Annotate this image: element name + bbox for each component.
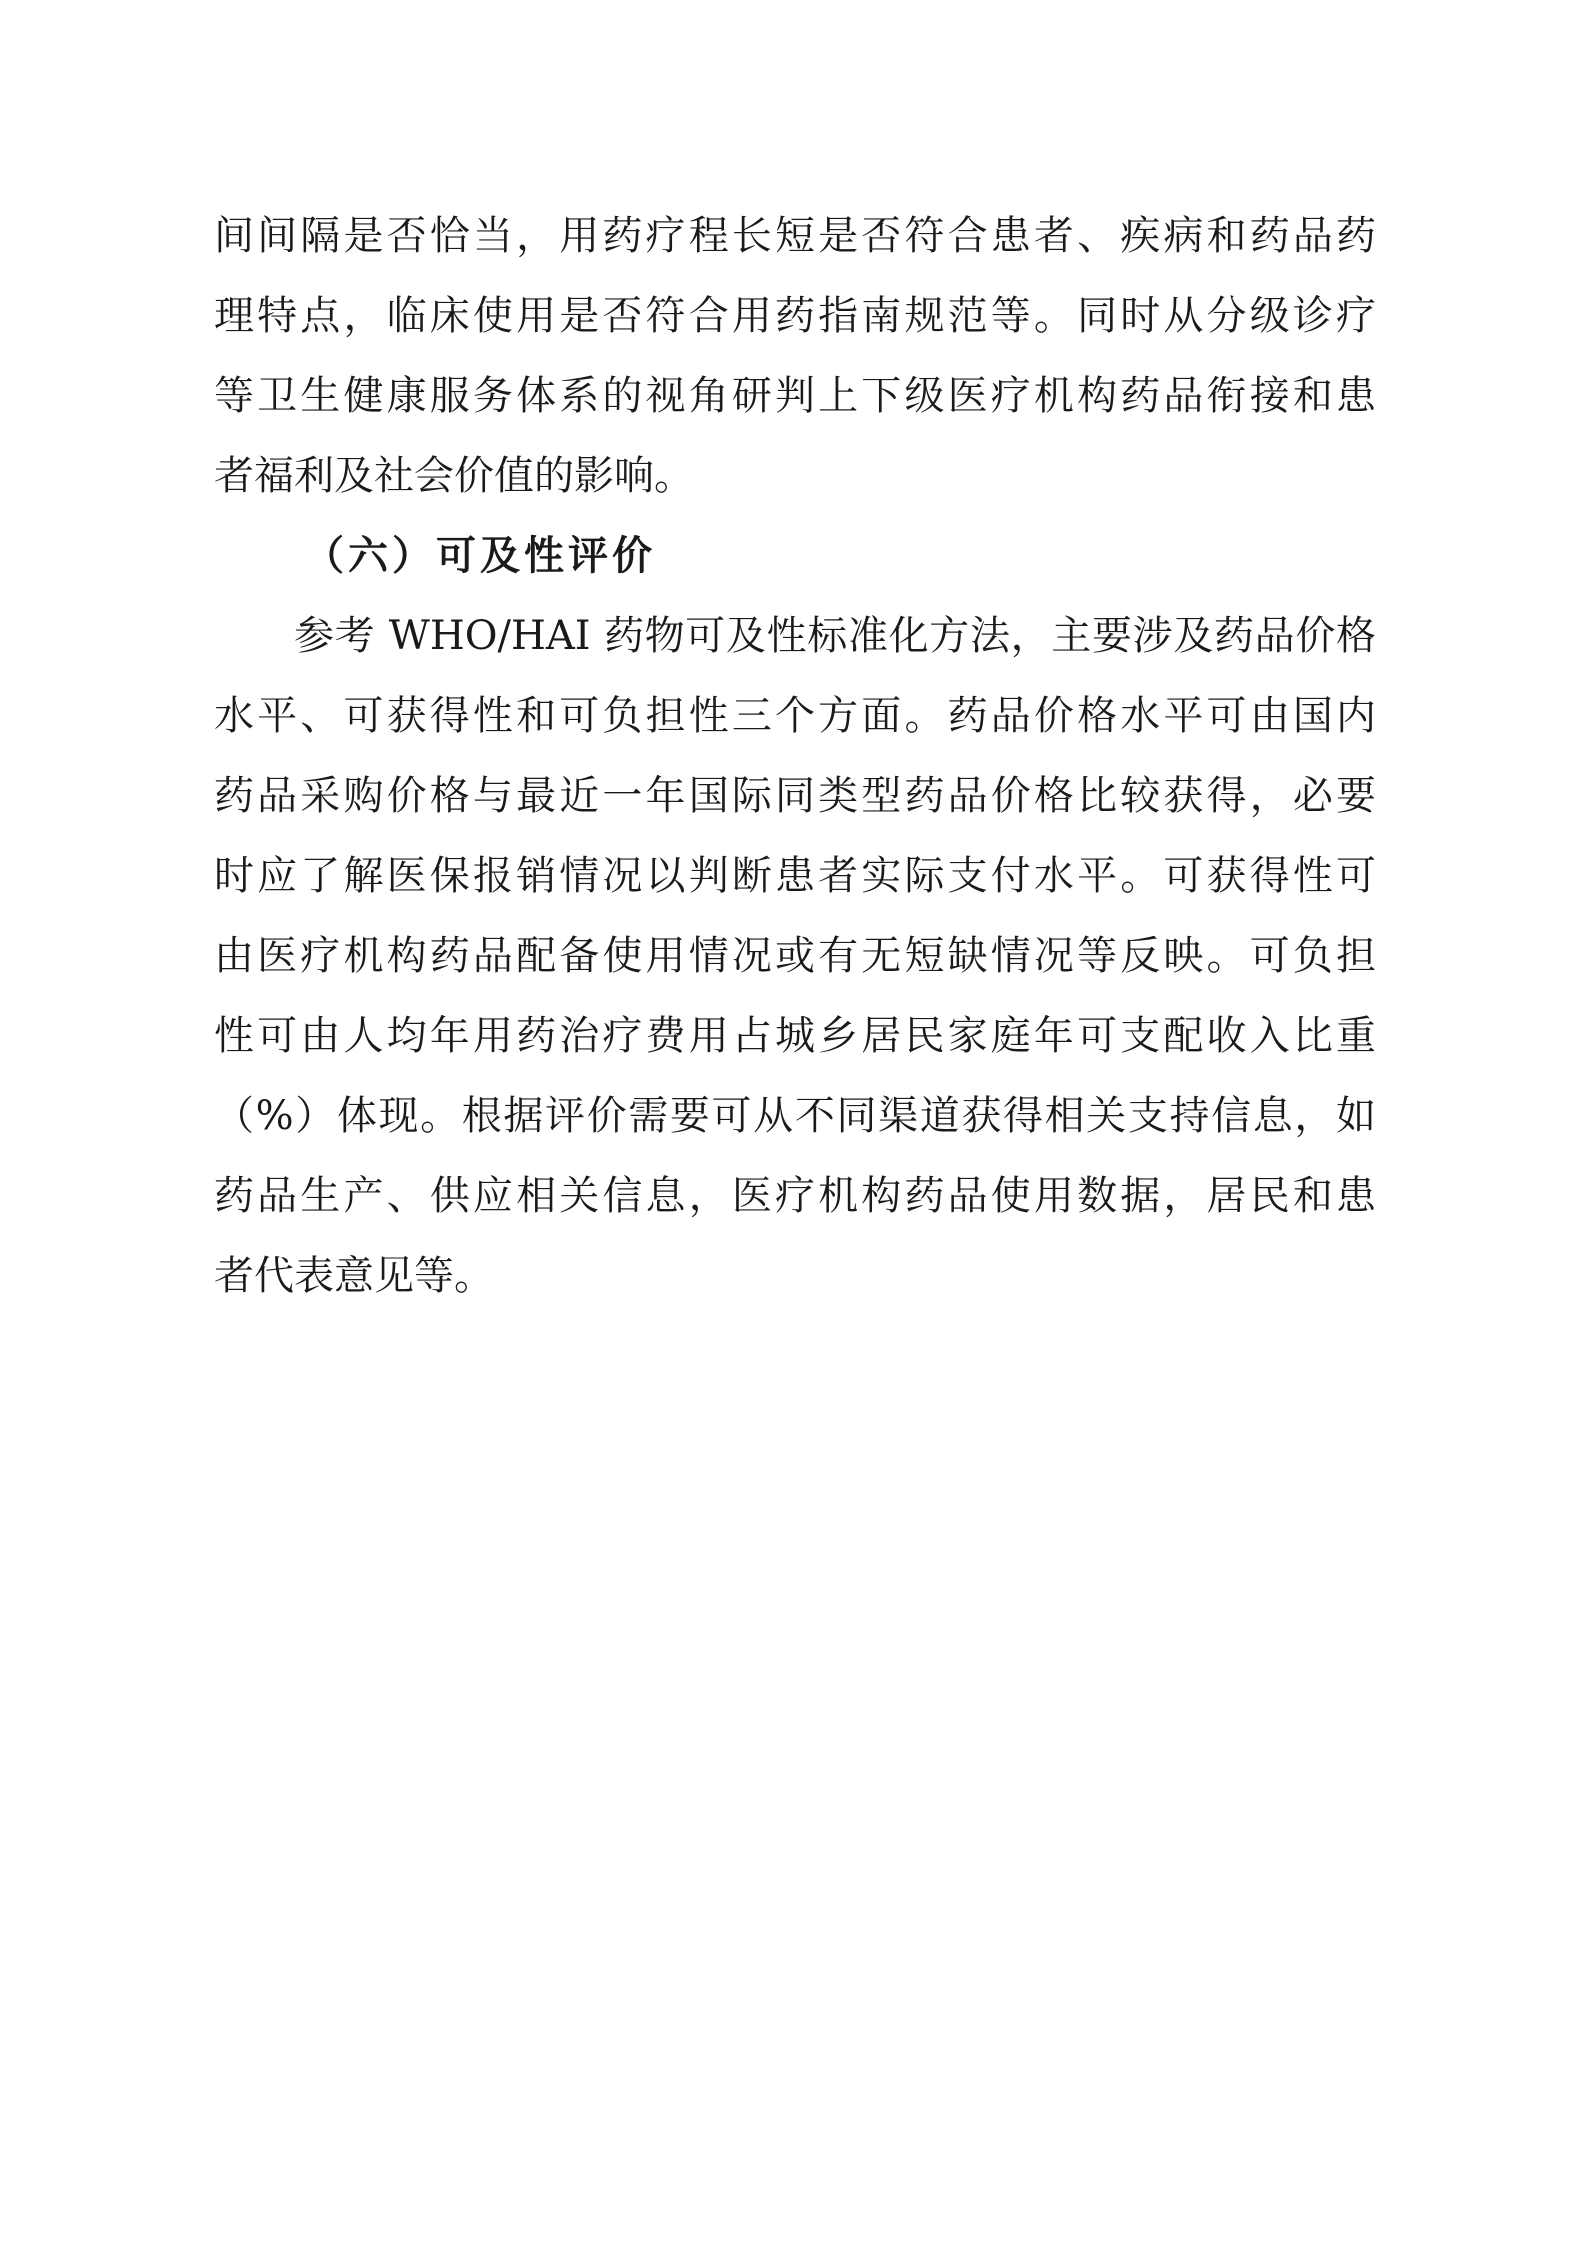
text-line: 间间隔是否恰当，用药疗程长短是否符合患者、疾病和药品药 xyxy=(214,213,1376,259)
text-line: 参考 WHO/HAI 药物可及性标准化方法，主要涉及药品价格 xyxy=(294,613,1376,659)
text-line: （%）体现。根据评价需要可从不同渠道获得相关支持信息，如 xyxy=(214,1093,1376,1139)
section-heading: （六）可及性评价 xyxy=(304,533,656,579)
text-line: 药品生产、供应相关信息，医疗机构药品使用数据，居民和患 xyxy=(214,1173,1376,1219)
text-line: 等卫生健康服务体系的视角研判上下级医疗机构药品衔接和患 xyxy=(214,373,1376,419)
text-line: 药品采购价格与最近一年国际同类型药品价格比较获得，必要 xyxy=(214,773,1376,819)
text-line: 水平、可获得性和可负担性三个方面。药品价格水平可由国内 xyxy=(214,693,1376,739)
text-line: 者福利及社会价值的影响。 xyxy=(214,453,694,499)
text-line: 理特点，临床使用是否符合用药指南规范等。同时从分级诊疗 xyxy=(214,293,1376,339)
text-line: 性可由人均年用药治疗费用占城乡居民家庭年可支配收入比重 xyxy=(214,1013,1376,1059)
paragraph-accessibility xyxy=(214,596,1376,1316)
text-line: 时应了解医保报销情况以判断患者实际支付水平。可获得性可 xyxy=(214,853,1376,899)
text-line: 由医疗机构药品配备使用情况或有无短缺情况等反映。可负担 xyxy=(214,933,1376,979)
text-line: 者代表意见等。 xyxy=(214,1253,494,1299)
paragraph-continuation xyxy=(214,196,1376,516)
document-body xyxy=(214,196,1376,1316)
